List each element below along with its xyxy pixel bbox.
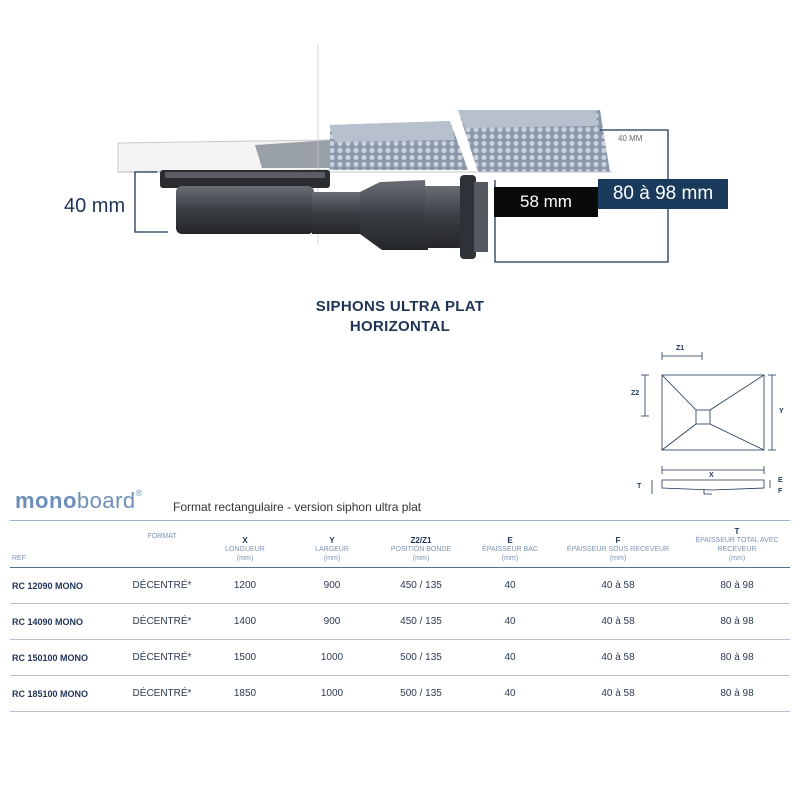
header-y: Y LARGEUR (mm) bbox=[290, 521, 374, 568]
cell-t: 80 à 98 bbox=[684, 568, 790, 604]
cell-f: 40 à 58 bbox=[552, 676, 684, 712]
monoboard-logo bbox=[15, 488, 143, 514]
table-row bbox=[10, 604, 790, 640]
cell-x: 1500 bbox=[200, 640, 290, 676]
siphon-body bbox=[160, 170, 488, 259]
cell-e: 40 bbox=[468, 568, 552, 604]
cell-y: 900 bbox=[290, 568, 374, 604]
cell-f: 40 à 58 bbox=[552, 604, 684, 640]
cell-f: 40 à 58 bbox=[552, 640, 684, 676]
logo-board: board bbox=[76, 488, 136, 513]
header-e: E ÉPAISSEUR BAC (mm) bbox=[468, 521, 552, 568]
cell-x: 1200 bbox=[200, 568, 290, 604]
cell-z2-z1: 450 / 135 bbox=[374, 604, 468, 640]
logo-registered-mark: ® bbox=[135, 488, 143, 498]
cell-format: DÉCENTRÉ* bbox=[124, 640, 200, 676]
cell-format: DÉCENTRÉ* bbox=[124, 568, 200, 604]
cell-z2-z1: 500 / 135 bbox=[374, 640, 468, 676]
cell-e: 40 bbox=[468, 640, 552, 676]
illustration-title-line2: HORIZONTAL bbox=[349, 318, 451, 335]
plan-label-z2: Z2 bbox=[631, 390, 640, 397]
cell-ref: RC 14090 MONO bbox=[10, 604, 124, 640]
cell-f: 40 à 58 bbox=[552, 568, 684, 604]
format-subtitle: Format rectangulaire - version siphon ultra plat bbox=[173, 500, 422, 514]
plan-label-y: Y bbox=[779, 408, 784, 415]
cell-ref: RC 150100 MONO bbox=[10, 640, 124, 676]
header-z2-z1: Z2/Z1 POSITION BONDE (mm) bbox=[374, 521, 468, 568]
cell-y: 1000 bbox=[290, 640, 374, 676]
spec-table bbox=[10, 520, 790, 712]
header-x: X LONGUEUR (mm) bbox=[200, 521, 290, 568]
table-row bbox=[10, 676, 790, 712]
table-row bbox=[10, 640, 790, 676]
plan-label-t: T bbox=[637, 483, 642, 490]
cell-y: 900 bbox=[290, 604, 374, 640]
cell-ref: RC 185100 MONO bbox=[10, 676, 124, 712]
plan-label-f: F bbox=[778, 488, 783, 495]
table-header-row bbox=[10, 521, 790, 568]
cell-z2-z1: 500 / 135 bbox=[374, 676, 468, 712]
drain-square bbox=[696, 410, 710, 424]
dimension-40mm-small-label: 40 MM bbox=[618, 134, 643, 143]
plan-label-x: X bbox=[709, 472, 714, 479]
cell-t: 80 à 98 bbox=[684, 640, 790, 676]
logo-mono: mono bbox=[15, 488, 77, 513]
cell-ref: RC 12090 MONO bbox=[10, 568, 124, 604]
cell-x: 1850 bbox=[200, 676, 290, 712]
cell-format: DÉCENTRÉ* bbox=[124, 676, 200, 712]
plan-label-z1: Z1 bbox=[676, 345, 685, 352]
header-t: T ÉPAISSEUR TOTAL AVEC RECEVEUR (mm) bbox=[684, 521, 790, 568]
header-f: F ÉPAISSEUR SOUS RECEVEUR (mm) bbox=[552, 521, 684, 568]
cell-format: DÉCENTRÉ* bbox=[124, 604, 200, 640]
header-format: FORMAT bbox=[124, 521, 200, 568]
cell-z2-z1: 450 / 135 bbox=[374, 568, 468, 604]
cell-t: 80 à 98 bbox=[684, 676, 790, 712]
table-row bbox=[10, 568, 790, 604]
cell-t: 80 à 98 bbox=[684, 604, 790, 640]
dimension-58mm-label: 58 mm bbox=[494, 187, 598, 217]
cell-e: 40 bbox=[468, 604, 552, 640]
cell-y: 1000 bbox=[290, 676, 374, 712]
plan-label-e: E bbox=[778, 477, 783, 484]
dimension-80-98mm-label: 80 à 98 mm bbox=[598, 179, 728, 209]
header-ref: REF bbox=[10, 521, 124, 568]
dimension-40mm-left-label: 40 mm bbox=[64, 195, 126, 217]
cell-x: 1400 bbox=[200, 604, 290, 640]
illustration-title-line1: SIPHONS ULTRA PLAT bbox=[315, 298, 485, 315]
siphon-cross-section-illustration bbox=[0, 0, 800, 290]
cell-e: 40 bbox=[468, 676, 552, 712]
